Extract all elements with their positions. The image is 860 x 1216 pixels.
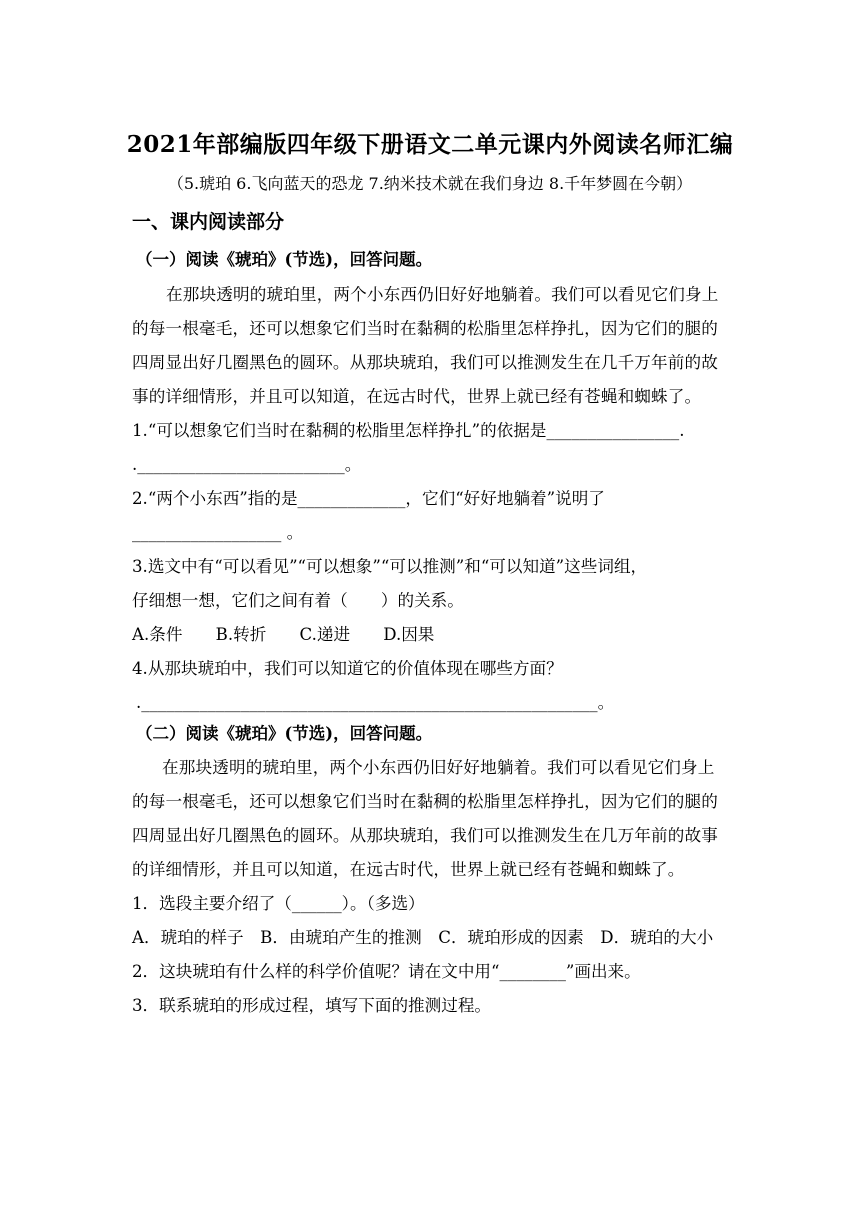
part1-question-2: 2.“两个小东西”指的是_____________，它们“好好地躺着”说明了 (132, 489, 605, 508)
part2-question-2: 2．这块琥珀有什么样的科学价值呢？请在文中用“________”画出来。 (132, 962, 641, 981)
document-title: 2021年部编版四年级下册语文二单元课内外阅读名师汇编 (126, 131, 734, 158)
part1-question-1-blank: ._________________________。 (132, 455, 362, 474)
document-subtitle: （5.琥珀 6.飞向蓝天的恐龙 7.纳米技术就在我们身边 8.千年梦圆在今朝） (167, 174, 693, 193)
part1-heading: （一）阅读《琥珀》(节选)，回答问题。 (136, 250, 433, 269)
part1-passage-line: 事的详细情形，并且可以知道，在远古时代，世界上就已经有苍蝇和蜘蛛了。 (132, 387, 702, 406)
part2-heading: （二）阅读《琥珀》(节选)，回答问题。 (136, 724, 433, 743)
part2-question-3: 3．联系琥珀的形成过程，填写下面的推测过程。 (132, 996, 492, 1015)
part2-passage-line: 四周显出好几圈黑色的圆环。从那块琥珀，我们可以推测发生在几万年前的故事 (132, 826, 719, 845)
part2-question-1-options: A．琥珀的样子 B．由琥珀产生的推测 C．琥珀形成的因素 D．琥珀的大小 (132, 928, 714, 947)
part2-question-1: 1．选段主要介绍了（______）。（多选） (132, 894, 425, 913)
part2-passage-line: 在那块透明的琥珀里，两个小东西仍旧好好地躺着。我们可以看见它们身上 (162, 758, 715, 777)
part1-question-2-blank: __________________ 。 (132, 523, 304, 542)
part1-question-3: 3.选文中有“可以看见”“可以想象”“可以推测”和“可以知道”这些词组， (132, 557, 648, 576)
part1-passage-line: 的每一根毫毛，还可以想象它们当时在黏稠的松脂里怎样挣扎，因为它们的腿的 (132, 319, 719, 338)
part1-question-1: 1.“可以想象它们当时在黏稠的松脂里怎样挣扎”的依据是________________. (132, 421, 685, 440)
part1-question-3-options: A.条件 B.转折 C.递进 D.因果 (132, 625, 435, 644)
part2-passage-line: 的详细情形，并且可以知道，在远古时代，世界上就已经有苍蝇和蜘蛛了。 (132, 860, 685, 879)
part1-question-4-blank: ._______________________________________________________。 (136, 693, 615, 712)
part1-question-4: 4.从那块琥珀中，我们可以知道它的价值体现在哪些方面？ (132, 659, 563, 678)
part1-question-3-cont: 仔细想一想，它们之间有着（ ）的关系。 (132, 591, 464, 610)
part1-passage-line: 四周显出好几圈黑色的圆环。从那块琥珀，我们可以推测发生在几千万年前的故 (132, 353, 719, 372)
part2-passage-line: 的每一根毫毛，还可以想象它们当时在黏稠的松脂里怎样挣扎，因为它们的腿的 (132, 792, 719, 811)
section-heading: 一、课内阅读部分 (132, 211, 285, 233)
part1-passage-line: 在那块透明的琥珀里，两个小东西仍旧好好地躺着。我们可以看见它们身上 (166, 285, 719, 304)
